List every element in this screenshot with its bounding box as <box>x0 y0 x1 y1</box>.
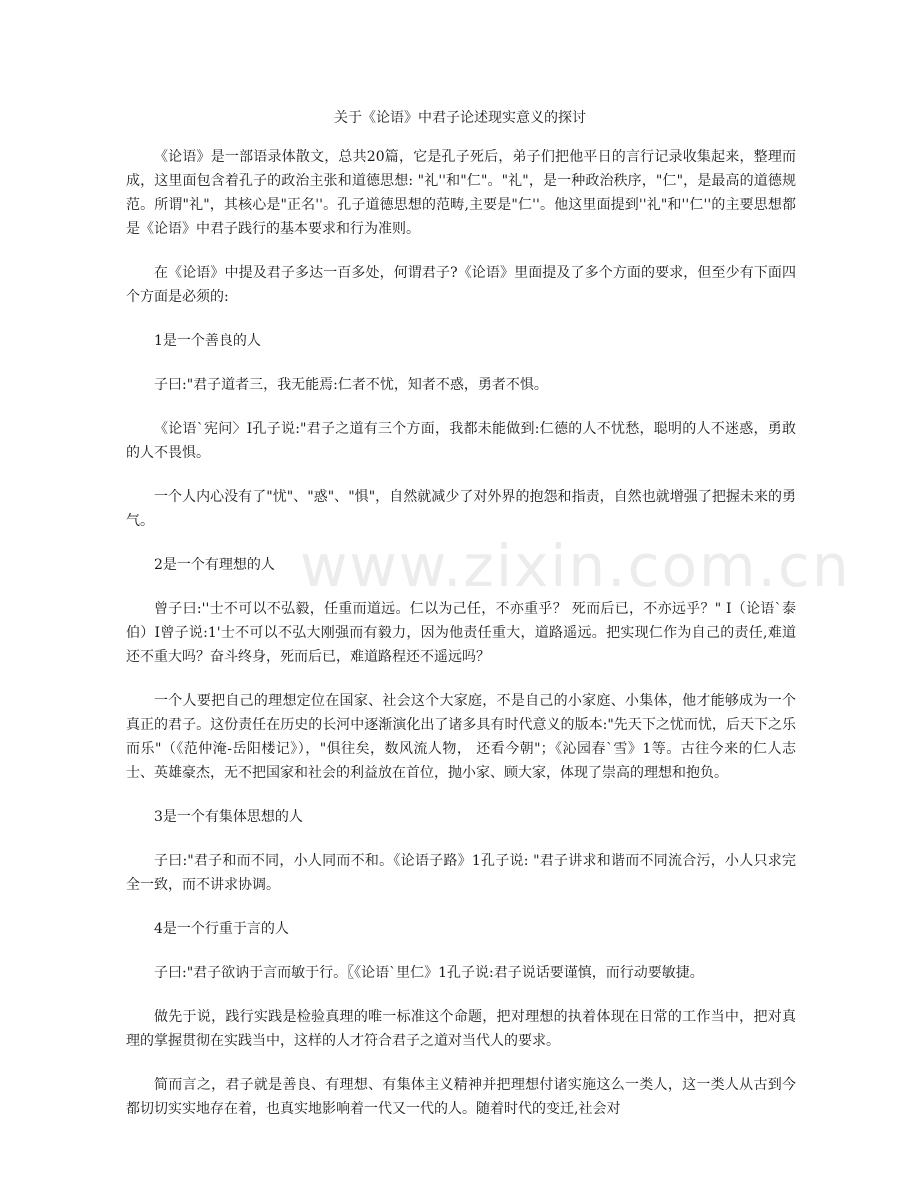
document-title: 关于《论语》中君子论述现实意义的探讨 <box>334 110 586 126</box>
section-heading: 1是一个善良的人 <box>154 333 261 349</box>
document-body <box>126 145 796 1141</box>
paragraph: 子曰:"君子道者三，我无能焉:仁者不忧，知者不惑，勇者不惧。 <box>154 377 548 393</box>
paragraph: 一个人要把自己的理想定位在国家、社会这个大家庭，不是自己的小家庭、小集体，他才能够成为一个真正的君子。这份责任在历史的长河中逐渐演化出了诸多具有时代意义的版本:"先天下之忧而忧，后天下之乐而乐"（《范仲淹-岳阳楼记》），"俱往矣，数风流人物， 还看今朝"；《沁园春`雪》1等。古往今来的仁人志士、英雄豪杰，无不把国家和社会的利益放在首位，抛小家、顾大家，体现了崇高的理想和抱负。 <box>126 693 796 781</box>
paragraph: 简而言之，君子就是善良、有理想、有集体主义精神并把理想付诸实施这么一类人，这一类人从古到今都切切实实地存在着，也真实地影响着一代又一代的人。随着时代的变迁,社会对 <box>126 1077 796 1117</box>
paragraph: 曾子曰:''士不可以不弘毅，任重而道远。仁以为己任，不亦重乎？ 死而后已，不亦远乎？" I（论语`泰伯）I曾子说:1'士不可以不弘大刚强而有毅力，因为他责任重大，道路遥远。把实现仁作为自己的责任,难道还不重大吗？奋斗终身，死而后已，难道路程还不遥远吗？ <box>126 601 796 665</box>
paragraph: 《论语》是一部语录体散文，总共20篇，它是孔子死后，弟子们把他平日的言行记录收集起来，整理而成，这里面包含着孔子的政治主张和道德思想: "礼''和"仁"。"礼"，是一种政治秩序，"仁"，是最高的道德规范。所谓"礼"，其核心是"正名''。孔子道德思想的范畴,主要是"仁''。他这里面提到''礼"和''仁''的主要思想都是《论语》中君子践行的基本要求和行为准则。 <box>126 149 796 237</box>
section-heading: 4是一个行重于言的人 <box>154 921 289 937</box>
paragraph: 在《论语》中提及君子多达一百多处，何谓君子?《论语》里面提及了多个方面的要求，但至少有下面四个方面是必须的: <box>126 265 796 305</box>
paragraph: 子曰:"君子欲讷于言而敏于行。〖《论语`里仁》1孔子说:君子说话要谨慎，而行动要敏捷。 <box>154 965 704 981</box>
watermark: www.zixin.com.cn <box>300 532 851 600</box>
section-heading: 3是一个有集体思想的人 <box>154 809 303 825</box>
paragraph: 做先于说，践行实践是检验真理的唯一标准这个命题，把对理想的执着体现在日常的工作当中，把对真理的掌握贯彻在实践当中，这样的人才符合君子之道对当代人的要求。 <box>126 1009 796 1049</box>
paragraph: 《论语`宪问〉I孔子说:"君子之道有三个方面，我都未能做到:仁德的人不忧愁，聪明的人不迷惑，勇敢的人不畏惧。 <box>126 421 796 461</box>
paragraph: 一个人内心没有了"忧"、"惑"、"惧"，自然就减少了对外界的抱怨和指责，自然也就增强了把握未来的勇气。 <box>126 489 796 529</box>
section-heading: 2是一个有理想的人 <box>154 557 275 573</box>
paragraph: 子曰:"君子和而不同，小人同而不和。《论语子路》1孔子说: "君子讲求和谐而不同流合污，小人只求完全一致，而不讲求协调。 <box>126 853 796 893</box>
